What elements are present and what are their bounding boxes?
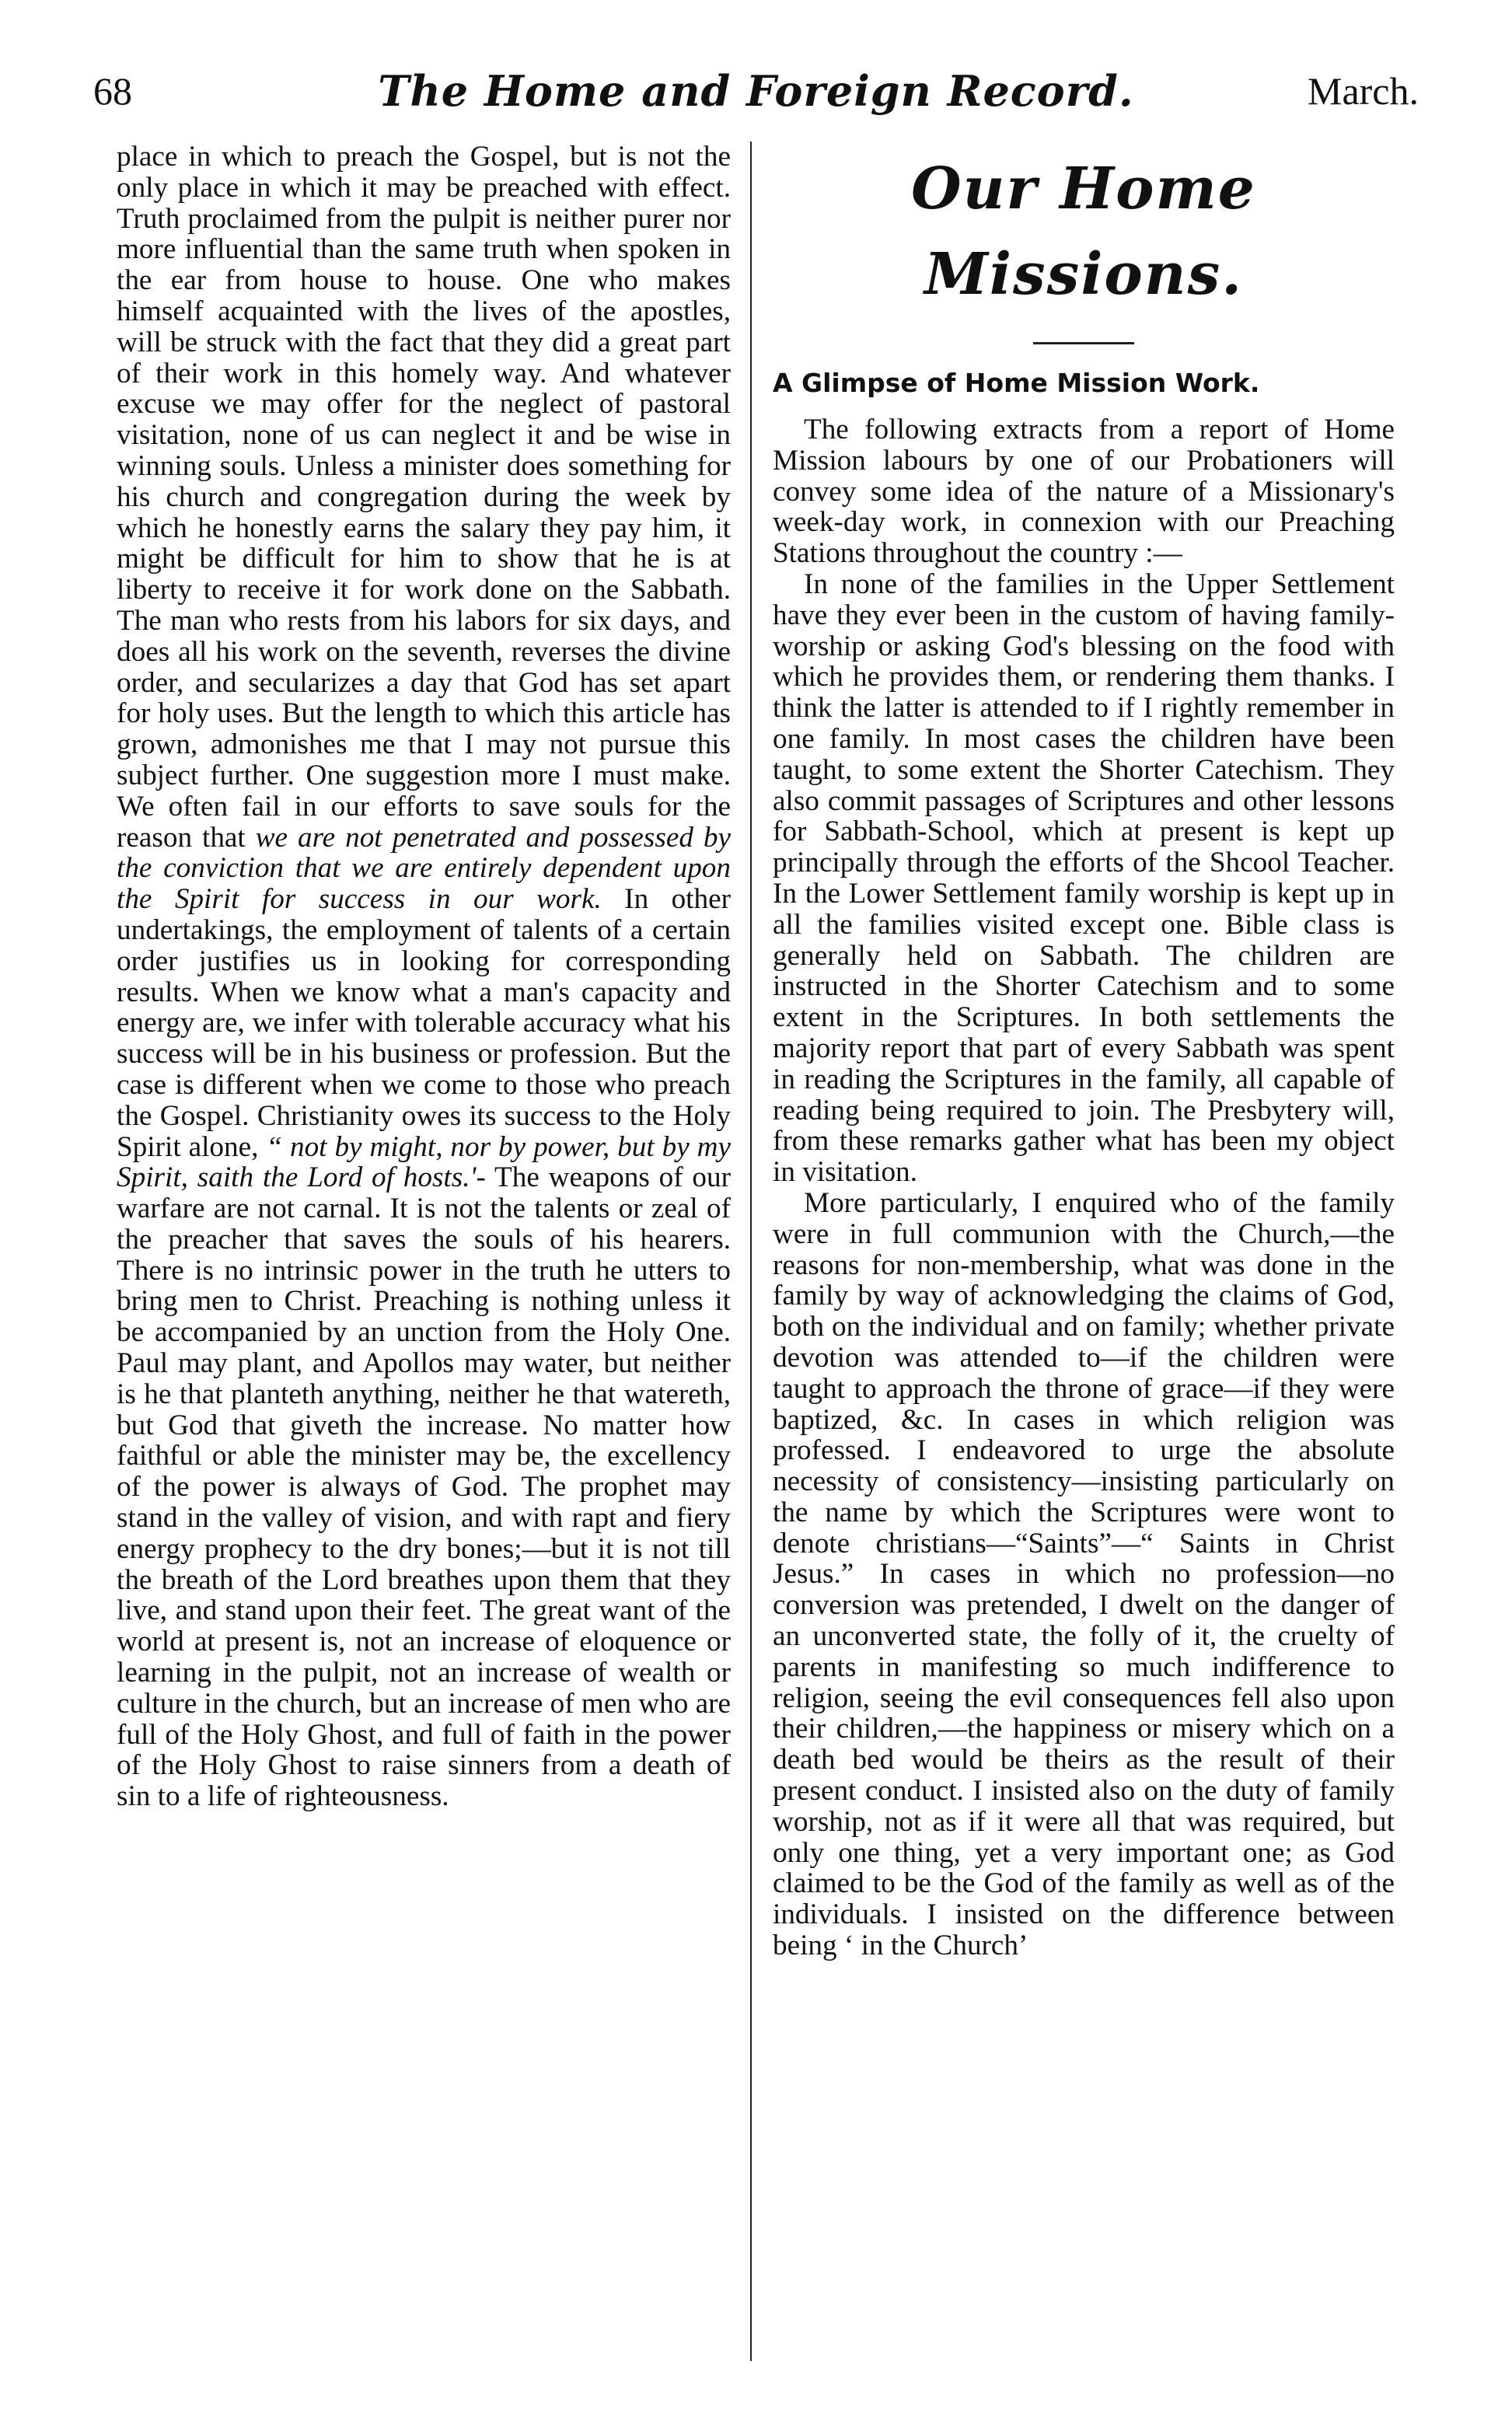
article-paragraph: In none of the families in the Upper Settlement have they ever been in the custom of having family-worship or asking God's blessing on the food with which he provides them, or rendering them thanks. I think the latter is attended to if I rightly remember in one family. In most cases the children have been taught, to some extent the Shorter Catechism. They also commit passages of Scriptures and other lessons for Sabbath-School, which at present is kept up principally through the efforts of the Shcool Teacher. In the Lower Settlement family worship is kept up in all the families visited except one. Bible class is generally held on Sabbath. The children are instructed in the Shorter Catechism and to some extent in the Scriptures. In both settlements the majority report that part of every Sabbath was spent in reading the Scriptures in the family, all capable of reading being required to join. The Presbytery will, from these remarks gather what has been my object in visitation. <box>773 568 1395 1189</box>
continued-paragraph <box>117 141 731 1812</box>
issue-month: March. <box>1308 69 1419 113</box>
scripture-quote: “ not by might, nor by power, but by my Spirit, saith the Lord of hosts.'- <box>117 1130 732 1194</box>
running-head <box>93 56 1419 126</box>
journal-title: The Home and Foreign Record. <box>378 66 1134 116</box>
italic-emphasis: we are not penetrated and possessed by the conviction that we are entirely dependent upon the Spirit for success in our work. <box>117 821 731 916</box>
right-column <box>773 146 1395 1961</box>
article-paragraph: More particularly, I enquired who of the family were in full communion with the Church,—the reasons for non-membership, what was done in the family by way of acknowledging the claims of God, both on the individual and on family; whether private devotion was attended to—if the children were taught to approach the throne of grace—if they were baptized, &c. In cases in which religion was professed. I endeavored to urge the absolute necessity of consistency—insisting particularly on the name by which the Scriptures were wont to denote christians—“Saints”—“ Saints in Christ Jesus.” In cases in which no profession—no conversion was pretended, I dwelt on the danger of an unconverted state, the folly of it, the cruelty of parents in manifesting so much indifference to religion, seeing the evil consequences fell also upon their children,—the happiness or misery which on a death bed would be theirs as the result of their present conduct. I insisted also on the duty of family worship, not as if it were all that was required, but only one thing, yet a very important one; as God claimed to be the God of the family as well as of the individuals. I insisted on the difference between being ‘ in the Church’ <box>773 1186 1395 1962</box>
left-column <box>117 141 731 1812</box>
body-text: In other undertakings, the employment of talents of a certain order justifies us in looking for corresponding results. When we know what a man's capacity and energy are, we infer with tolerable accuracy what his success will be in his business or profession. But the case is different when we come to those who preach the Gospel. Christianity owes its success to the Holy Spirit alone, <box>117 883 731 1163</box>
title-rule <box>1033 342 1134 344</box>
column-divider <box>750 141 752 2361</box>
body-text: The weapons of our warfare are not carnal. It is not the talents or zeal of the preacher that saves the souls of his hearers. There is no intrinsic power in the truth he utters to bring men to Christ. Preaching is nothing unless it be accompanied by an unction from the Holy One. Paul may plant, and Apollos may water, but neither is he that planteth anything, neither he that watereth, but God that giveth the increase. No matter how faithful or able the minister may be, the excellency of the power is always of God. The prophet may stand in the valley of vision, and with rapt and fiery energy prophecy to the dry bones;—but it is not till the breath of the Lord breathes upon them that they live, and stand upon their feet. The great want of the world at present is, not an increase of eloquence or learning in the pulpit, not an increase of wealth or culture in the church, but an increase of men who are full of the Holy Ghost, and full of faith in the power of the Holy Ghost to raise sinners from a death of sin to a life of righteousness. <box>117 1161 731 1813</box>
body-text: place in which to preach the Gospel, but is not the only place in which it may be preached with effect. Truth proclaimed from the pulpit is neither purer nor more influential than the same truth when spoken in the ear from house to house. One who makes himself acquainted with the lives of the apostles, will be struck with the fact that they did a great part of their work in this homely way. And whatever excuse we may offer for the neglect of pastoral visitation, none of us can neglect it and be wise in winning souls. Unless a minister does something for his church and congregation during the week by which he honestly earns the salary they pay him, it might be difficult for him to show that he is at liberty to receive it for work done on the Sabbath. The man who rests from his labors for six days, and does all his work on the seventh, reverses the divine order, and secularizes a day that God has set apart for holy uses. But the length to which this article has grown, admonishes me that I may not pursue this subject further. One suggestion more I must make. We often fail in our efforts to save souls for the reason that <box>117 141 731 854</box>
page-number: 68 <box>93 69 132 113</box>
article-heading: A Glimpse of Home Mission Work. <box>773 368 1260 398</box>
article-intro: The following extracts from a report of Home Mission labours by one of our Probationers will convey some idea of the nature of a Missionary's week-day work, in connexion with our Preaching Stations throughout the country :— <box>773 414 1395 570</box>
section-title: Our Home Missions. <box>911 155 1256 308</box>
